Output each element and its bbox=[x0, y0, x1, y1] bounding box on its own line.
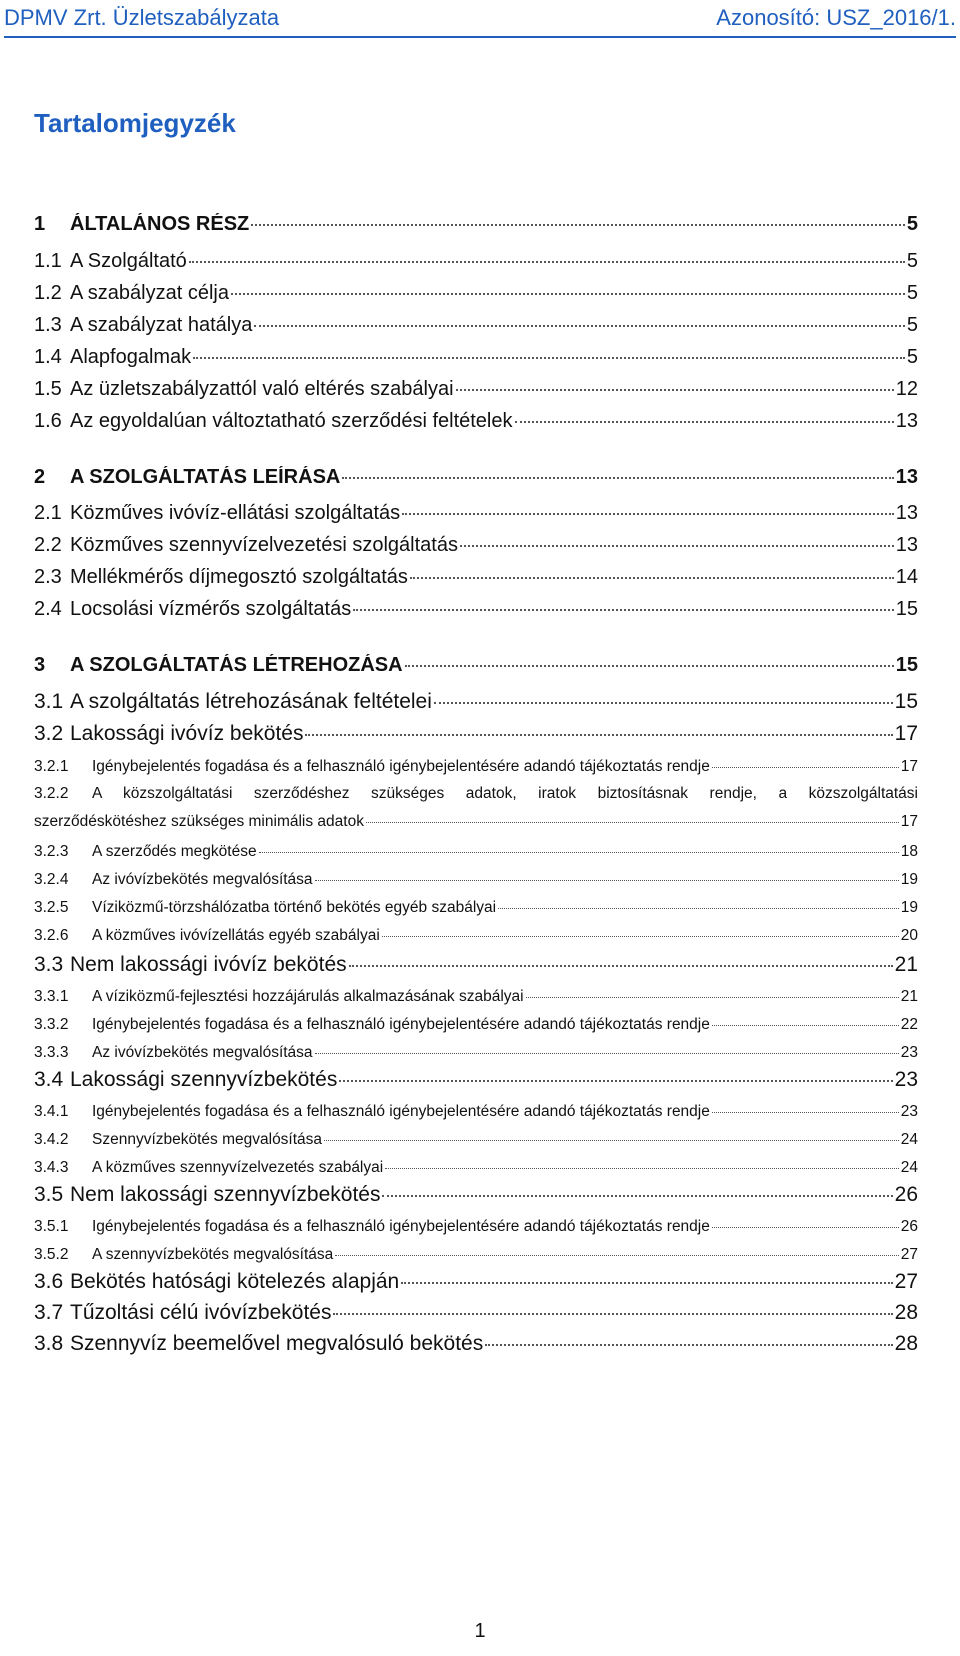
toc-number: 3.2.5 bbox=[34, 899, 69, 916]
toc-leader bbox=[251, 224, 905, 226]
toc-number: 3.3 bbox=[34, 953, 64, 976]
toc-entry-3-2-6[interactable] bbox=[34, 927, 918, 945]
toc-entry-1-3[interactable] bbox=[34, 314, 918, 337]
toc-label: Nem lakossági ivóvíz bekötés bbox=[70, 953, 347, 976]
toc-entry-3-5[interactable] bbox=[34, 1183, 918, 1207]
toc-number: 3.2.6 bbox=[34, 927, 69, 944]
toc-leader bbox=[315, 880, 899, 881]
toc-number: 3.1 bbox=[34, 690, 64, 713]
page-title: Tartalomjegyzék bbox=[34, 108, 236, 138]
toc-entry-3-4[interactable] bbox=[34, 1068, 918, 1092]
toc-page: 5 bbox=[906, 282, 918, 304]
toc-page: 27 bbox=[894, 1270, 918, 1293]
toc-leader bbox=[349, 965, 893, 967]
toc-entry-3-2[interactable] bbox=[34, 722, 918, 746]
toc-number: 3.7 bbox=[34, 1301, 64, 1324]
toc-leader bbox=[382, 936, 899, 937]
toc-leader bbox=[189, 261, 905, 263]
toc-page: 14 bbox=[895, 566, 918, 588]
toc-entry-1-1[interactable] bbox=[34, 250, 918, 273]
toc-entry-3-3-2[interactable] bbox=[34, 1016, 918, 1034]
toc-leader bbox=[498, 908, 899, 909]
toc-leader bbox=[342, 477, 893, 479]
toc-leader bbox=[339, 1080, 892, 1082]
toc-entry-3-4-3[interactable] bbox=[34, 1159, 918, 1177]
toc-leader bbox=[712, 767, 899, 768]
toc-label: Igénybejelentés fogadása és a felhasználó igénybejelentésére adandó tájékoztatás rendje bbox=[92, 1103, 710, 1120]
toc-number: 3 bbox=[34, 654, 46, 676]
toc-leader bbox=[410, 577, 894, 579]
toc-label: A SZOLGÁLTATÁS LEÍRÁSA bbox=[70, 466, 341, 488]
toc-leader bbox=[712, 1227, 899, 1228]
toc-label: A közszolgáltatási szerződéshez szükséges adatok, iratok biztosításnak rendje, a közszolgáltatási bbox=[92, 785, 918, 802]
toc-label: Mellékmérős díjmegosztó szolgáltatás bbox=[70, 566, 408, 588]
toc-number: 1.1 bbox=[34, 250, 62, 272]
toc-number: 3.2.2 bbox=[34, 785, 69, 802]
toc-label: Locsolási vízmérős szolgáltatás bbox=[70, 598, 352, 620]
toc-entry-3-2-2[interactable] bbox=[34, 780, 918, 836]
toc-page: 5 bbox=[906, 250, 918, 272]
toc-label: Az egyoldalúan változtatható szerződési feltételek bbox=[70, 410, 513, 432]
toc-leader bbox=[712, 1025, 899, 1026]
toc-entry-2-1[interactable] bbox=[34, 502, 918, 525]
toc-label: Az üzletszabályzattól való eltérés szabályai bbox=[70, 378, 454, 400]
toc-entry-3-3[interactable] bbox=[34, 953, 918, 977]
toc-entry-2-3[interactable] bbox=[34, 566, 918, 589]
toc-label: Az ivóvízbekötés megvalósítása bbox=[92, 871, 313, 888]
toc-label: A SZOLGÁLTATÁS LÉTREHOZÁSA bbox=[70, 654, 403, 676]
toc-entry-3-1[interactable] bbox=[34, 690, 918, 714]
toc-number: 2.3 bbox=[34, 566, 62, 588]
toc-leader bbox=[382, 1195, 892, 1197]
toc-leader bbox=[231, 293, 905, 295]
toc-number: 1.3 bbox=[34, 314, 62, 336]
toc-page: 19 bbox=[900, 899, 918, 916]
toc-number: 3.5.2 bbox=[34, 1246, 69, 1263]
toc-label: Tűzoltási célú ivóvízbekötés bbox=[70, 1301, 332, 1324]
toc-number: 2.4 bbox=[34, 598, 62, 620]
toc-page: 26 bbox=[894, 1183, 918, 1206]
toc-page: 13 bbox=[895, 466, 918, 488]
toc-number: 3.2.1 bbox=[34, 758, 69, 775]
toc-leader bbox=[405, 665, 894, 667]
toc-number: 3.2.4 bbox=[34, 871, 69, 888]
toc-number: 2.1 bbox=[34, 502, 62, 524]
toc-entry-2-2[interactable] bbox=[34, 534, 918, 557]
toc-label: Lakossági ivóvíz bekötés bbox=[70, 722, 304, 745]
toc-number: 1.2 bbox=[34, 282, 62, 304]
toc-number: 2.2 bbox=[34, 534, 62, 556]
toc-page: 23 bbox=[900, 1044, 918, 1061]
toc-number: 3.6 bbox=[34, 1270, 64, 1293]
toc-entry-3-8[interactable] bbox=[34, 1332, 918, 1356]
toc-page: 17 bbox=[894, 722, 918, 745]
toc-entry-2-4[interactable] bbox=[34, 598, 918, 621]
toc-number: 3.5.1 bbox=[34, 1218, 69, 1235]
toc-label: Igénybejelentés fogadása és a felhasználó igénybejelentésére adandó tájékoztatás rendje bbox=[92, 758, 710, 775]
toc-entry-1-6[interactable] bbox=[34, 410, 918, 433]
toc-leader bbox=[335, 1255, 899, 1256]
toc-label: Nem lakossági szennyvízbekötés bbox=[70, 1183, 381, 1206]
toc-entry-3-6[interactable] bbox=[34, 1270, 918, 1294]
toc-leader bbox=[402, 513, 894, 515]
toc-label-continued: szerződéskötéshez szükséges minimális adatok bbox=[34, 813, 364, 830]
toc-label: A szabályzat hatálya bbox=[70, 314, 253, 336]
toc-page: 17 bbox=[900, 758, 918, 775]
toc-label: Bekötés hatósági kötelezés alapján bbox=[70, 1270, 400, 1293]
toc-page: 12 bbox=[895, 378, 918, 400]
toc-page: 18 bbox=[900, 843, 918, 860]
toc-leader bbox=[254, 325, 905, 327]
toc-page: 15 bbox=[895, 598, 918, 620]
toc-number: 3.2.3 bbox=[34, 843, 69, 860]
toc-label: Közműves szennyvízelvezetési szolgáltatás bbox=[70, 534, 458, 556]
toc-leader bbox=[526, 997, 899, 998]
header-document-title: DPMV Zrt. Üzletszabályzata bbox=[4, 5, 280, 30]
toc-leader bbox=[712, 1112, 899, 1113]
page-number: 1 bbox=[474, 1620, 486, 1642]
toc-leader bbox=[515, 421, 894, 423]
toc-leader bbox=[434, 702, 893, 704]
toc-number: 3.4 bbox=[34, 1068, 64, 1091]
toc-number: 3.3.1 bbox=[34, 988, 69, 1005]
toc-number: 3.8 bbox=[34, 1332, 64, 1355]
toc-number: 3.3.2 bbox=[34, 1016, 69, 1033]
toc-entry-3-3-3[interactable] bbox=[34, 1044, 918, 1062]
toc-leader bbox=[401, 1282, 892, 1284]
toc-page: 13 bbox=[895, 534, 918, 556]
toc-label: Szennyvíz beemelővel megvalósuló bekötés bbox=[70, 1332, 484, 1355]
toc-label: Közműves ivóvíz-ellátási szolgáltatás bbox=[70, 502, 401, 524]
toc-entry-1-2[interactable] bbox=[34, 282, 918, 305]
toc-entry-3-2-5[interactable] bbox=[34, 899, 918, 917]
toc-number: 3.2 bbox=[34, 722, 64, 745]
toc-page: 13 bbox=[895, 410, 918, 432]
toc-page: 5 bbox=[906, 314, 918, 336]
toc-leader bbox=[456, 389, 894, 391]
toc-entry-3-2-4[interactable] bbox=[34, 871, 918, 889]
toc-page: 5 bbox=[906, 213, 918, 235]
toc-page: 28 bbox=[894, 1301, 918, 1324]
toc-label: A szabályzat célja bbox=[70, 282, 229, 304]
toc-label: A közműves ivóvízellátás egyéb szabályai bbox=[92, 927, 380, 944]
toc-page: 15 bbox=[895, 654, 918, 676]
toc-label: A víziközmű-fejlesztési hozzájárulás alkalmazásának szabályai bbox=[92, 988, 524, 1005]
header-document-id: Azonosító: USZ_2016/1. bbox=[716, 5, 956, 30]
toc-leader bbox=[485, 1344, 892, 1346]
toc-entry-3-5-1[interactable] bbox=[34, 1218, 918, 1236]
toc-leader bbox=[324, 1140, 899, 1141]
toc-number: 3.4.2 bbox=[34, 1131, 69, 1148]
toc-label: A szolgáltatás létrehozásának feltételei bbox=[70, 690, 432, 713]
toc-page: 26 bbox=[900, 1218, 918, 1235]
toc-leader bbox=[366, 822, 899, 823]
toc-label: Igénybejelentés fogadása és a felhasználó igénybejelentésére adandó tájékoztatás rendje bbox=[92, 1016, 710, 1033]
toc-label: A szennyvízbekötés megvalósítása bbox=[92, 1246, 334, 1263]
toc-number: 1.6 bbox=[34, 410, 62, 432]
toc-leader bbox=[460, 545, 894, 547]
toc-page: 23 bbox=[894, 1068, 918, 1091]
toc-label: Szennyvízbekötés megvalósítása bbox=[92, 1131, 323, 1148]
toc-label: Igénybejelentés fogadása és a felhasználó igénybejelentésére adandó tájékoztatás rendje bbox=[92, 1218, 710, 1235]
toc-number: 1.5 bbox=[34, 378, 62, 400]
toc-number: 3.3.3 bbox=[34, 1044, 69, 1061]
toc-page: 20 bbox=[900, 927, 918, 944]
toc-page: 22 bbox=[900, 1016, 918, 1033]
toc-entry-3-4-2[interactable] bbox=[34, 1131, 918, 1149]
toc-label: Víziközmű-törzshálózatba történő bekötés egyéb szabályai bbox=[92, 899, 497, 916]
toc-leader bbox=[385, 1168, 899, 1169]
toc-label: Lakossági szennyvízbekötés bbox=[70, 1068, 338, 1091]
toc-entry-3-5-2[interactable] bbox=[34, 1246, 918, 1264]
toc-leader bbox=[333, 1313, 892, 1315]
toc-entry-2[interactable] bbox=[34, 466, 918, 489]
toc-entry-3-4-1[interactable] bbox=[34, 1103, 918, 1121]
toc-leader bbox=[305, 734, 892, 736]
toc-entry-3-3-1[interactable] bbox=[34, 988, 918, 1006]
toc-number: 3.5 bbox=[34, 1183, 64, 1206]
toc-page: 21 bbox=[900, 988, 918, 1005]
toc-page: 24 bbox=[900, 1159, 918, 1176]
toc-page: 17 bbox=[900, 813, 918, 830]
toc-page: 24 bbox=[900, 1131, 918, 1148]
toc-page: 23 bbox=[900, 1103, 918, 1120]
toc-entry-3-2-3[interactable] bbox=[34, 843, 918, 861]
toc-number: 3.4.3 bbox=[34, 1159, 69, 1176]
toc-page: 19 bbox=[900, 871, 918, 888]
toc-page: 13 bbox=[895, 502, 918, 524]
toc-page: 27 bbox=[900, 1246, 918, 1263]
toc-entry-3-2-1[interactable] bbox=[34, 758, 918, 776]
toc-label: A Szolgáltató bbox=[70, 250, 187, 272]
toc-leader bbox=[315, 1053, 899, 1054]
toc-number: 1.4 bbox=[34, 346, 62, 368]
toc-entry-1[interactable] bbox=[34, 213, 918, 236]
toc-label: A közműves szennyvízelvezetés szabályai bbox=[92, 1159, 384, 1176]
toc-label: ÁLTALÁNOS RÉSZ bbox=[70, 213, 250, 235]
toc-number: 2 bbox=[34, 466, 46, 488]
toc-number: 1 bbox=[34, 213, 46, 235]
toc-page: 21 bbox=[894, 953, 918, 976]
toc-entry-3-7[interactable] bbox=[34, 1301, 918, 1325]
toc-page: 28 bbox=[894, 1332, 918, 1355]
toc-leader bbox=[353, 609, 894, 611]
toc-label: Alapfogalmak bbox=[70, 346, 192, 368]
toc-number: 3.4.1 bbox=[34, 1103, 69, 1120]
toc-page: 5 bbox=[906, 346, 918, 368]
toc-leader bbox=[259, 852, 899, 853]
toc-page: 15 bbox=[894, 690, 918, 713]
toc-label: Az ivóvízbekötés megvalósítása bbox=[92, 1044, 313, 1061]
toc-entry-1-5[interactable] bbox=[34, 378, 918, 401]
toc-label: A szerződés megkötése bbox=[92, 843, 257, 860]
page-header bbox=[4, 0, 956, 38]
toc-entry-3[interactable] bbox=[34, 654, 918, 677]
toc-leader bbox=[193, 357, 905, 359]
toc-entry-1-4[interactable] bbox=[34, 346, 918, 369]
